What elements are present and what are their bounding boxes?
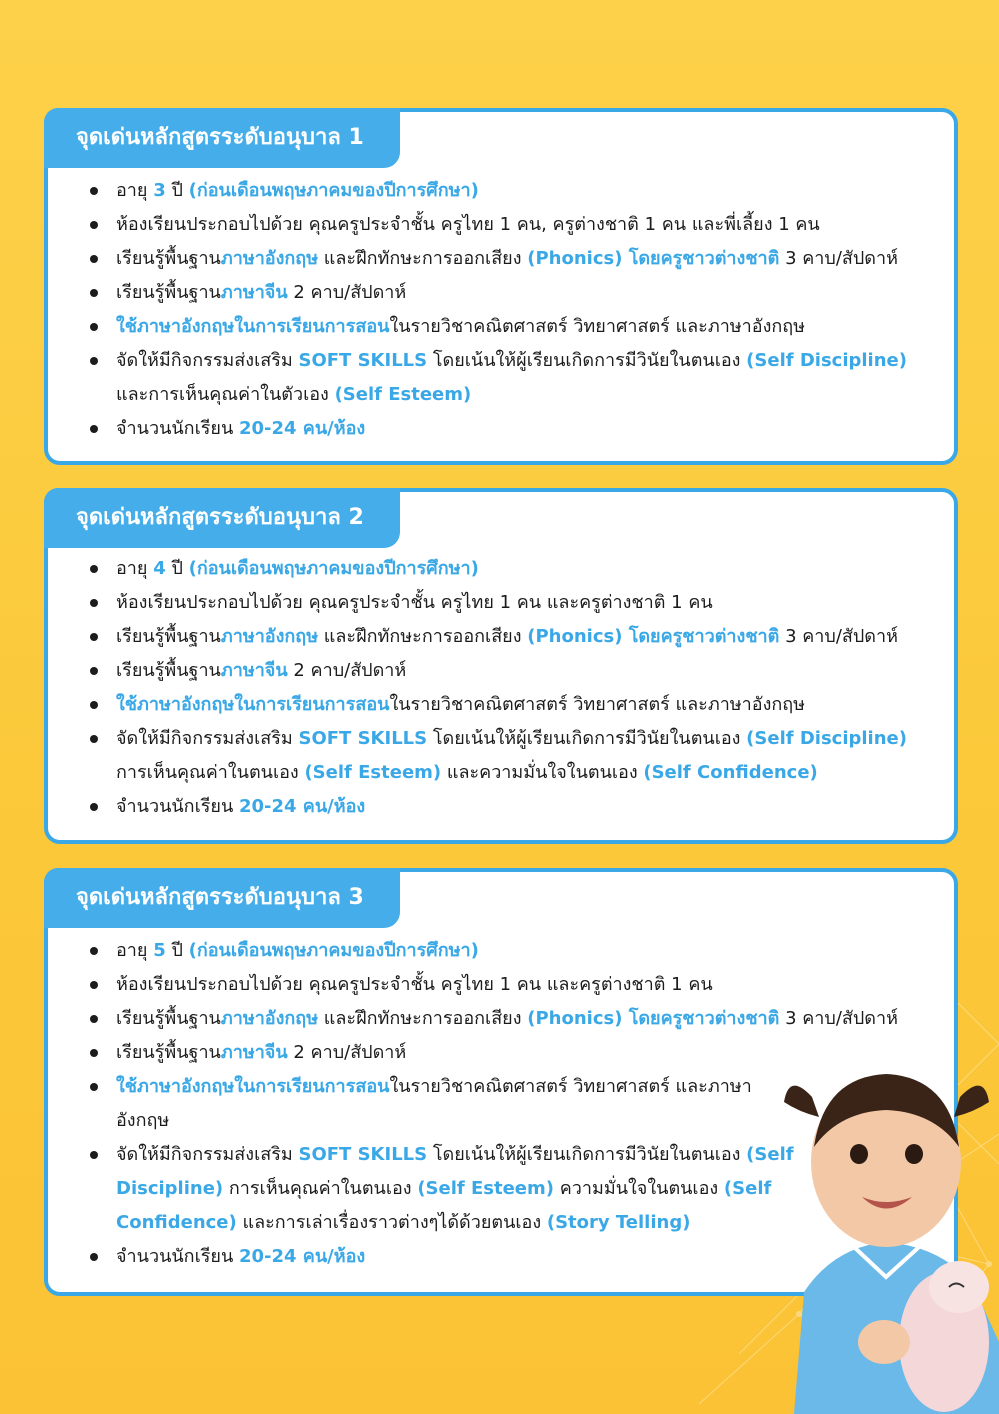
item-text: จัดให้มีกิจกรรมส่งเสริม bbox=[116, 350, 299, 371]
item-text: จำนวนนักเรียน bbox=[116, 1246, 239, 1267]
highlight-text: (Self Discipline) bbox=[746, 728, 907, 749]
highlight-text: (Self Esteem) bbox=[334, 384, 472, 405]
feature-item bbox=[86, 552, 934, 586]
feature-item bbox=[86, 1070, 804, 1138]
item-text: 2 คาบ/สัปดาห์ bbox=[287, 282, 407, 303]
feature-item bbox=[86, 722, 934, 790]
item-text: โดยเน้นให้ผู้เรียนเกิดการมีวินัยในตนเอง bbox=[427, 1144, 747, 1165]
item-text: ความมั่นใจในตนเอง bbox=[554, 1178, 724, 1199]
feature-item bbox=[86, 1036, 804, 1070]
feature-item bbox=[86, 1002, 898, 1036]
section-title: จุดเด่นหลักสูตรระดับอนุบาล 2 bbox=[44, 488, 400, 548]
item-text: และความมั่นใจในตนเอง bbox=[441, 762, 644, 783]
item-text: ห้องเรียนประกอบไปด้วย คุณครูประจำชั้น ครูไทย 1 คน, ครูต่างชาติ 1 คน และพี่เลี้ยง 1 คน bbox=[116, 214, 820, 235]
item-text: โดยเน้นให้ผู้เรียนเกิดการมีวินัยในตนเอง bbox=[427, 728, 747, 749]
item-text: 3 คาบ/สัปดาห์ bbox=[779, 1008, 898, 1029]
highlight-text: SOFT SKILLS bbox=[298, 728, 428, 749]
item-text: การเห็นคุณค่าในตนเอง bbox=[116, 762, 305, 783]
item-text: 2 คาบ/สัปดาห์ bbox=[287, 1042, 407, 1063]
highlight-text: (Story Telling) bbox=[546, 1212, 691, 1233]
highlight-text: (Self Discipline) bbox=[746, 350, 907, 371]
item-text: อายุ bbox=[116, 940, 154, 961]
item-text: การเห็นคุณค่าในตนเอง bbox=[223, 1178, 418, 1199]
item-text: 3 คาบ/สัปดาห์ bbox=[779, 248, 898, 269]
item-text: เรียนรู้พื้นฐาน bbox=[116, 660, 221, 681]
item-text: จัดให้มีกิจกรรมส่งเสริม bbox=[116, 728, 299, 749]
highlight-text: ภาษาจีน bbox=[220, 660, 288, 681]
feature-list bbox=[86, 934, 898, 1274]
highlight-text: (Self Confidence) bbox=[116, 1178, 772, 1233]
highlight-text: (ก่อนเดือนพฤษภาคมของปีการศึกษา) bbox=[188, 940, 479, 961]
item-text: ในรายวิชาคณิตศาสตร์ วิทยาศาสตร์ และภาษาอังกฤษ bbox=[389, 316, 806, 337]
item-text: 2 คาบ/สัปดาห์ bbox=[287, 660, 407, 681]
item-text: และฝึกทักษะการออกเสียง bbox=[318, 248, 528, 269]
item-text: ห้องเรียนประกอบไปด้วย คุณครูประจำชั้น ครูไทย 1 คน และครูต่างชาติ 1 คน bbox=[116, 592, 713, 613]
highlight-text: ใช้ภาษาอังกฤษในการเรียนการสอน bbox=[116, 316, 390, 337]
item-text: และการเล่าเรื่องราวต่างๆได้ด้วยตนเอง bbox=[236, 1212, 547, 1233]
item-text: ปี bbox=[165, 558, 189, 579]
highlight-text: 20-24 คน/ห้อง bbox=[238, 1246, 366, 1267]
highlight-text: (Phonics) โดยครูชาวต่างชาติ bbox=[527, 1008, 780, 1029]
highlight-text: (Phonics) โดยครูชาวต่างชาติ bbox=[527, 248, 780, 269]
item-text: จำนวนนักเรียน bbox=[116, 418, 239, 439]
highlight-text: ใช้ภาษาอังกฤษในการเรียนการสอน bbox=[116, 1076, 390, 1097]
highlight-text: (Self Discipline) bbox=[116, 1144, 794, 1199]
item-text: ห้องเรียนประกอบไปด้วย คุณครูประจำชั้น ครูไทย 1 คน และครูต่างชาติ 1 คน bbox=[116, 974, 713, 995]
highlight-text: (ก่อนเดือนพฤษภาคมของปีการศึกษา) bbox=[188, 180, 479, 201]
highlight-text: ภาษาอังกฤษ bbox=[220, 1008, 319, 1029]
feature-item bbox=[86, 688, 934, 722]
item-text: จัดให้มีกิจกรรมส่งเสริม bbox=[116, 1144, 299, 1165]
feature-item bbox=[86, 1240, 804, 1274]
item-text: และฝึกทักษะการออกเสียง bbox=[318, 626, 528, 647]
item-text: และการเห็นคุณค่าในตัวเอง bbox=[116, 384, 335, 405]
highlight-text: 4 bbox=[153, 558, 166, 579]
highlight-text: 5 bbox=[153, 940, 166, 961]
highlight-text: 3 bbox=[153, 180, 166, 201]
item-text: อายุ bbox=[116, 558, 154, 579]
feature-item bbox=[86, 586, 934, 620]
item-text: อายุ bbox=[116, 180, 154, 201]
highlight-text: ภาษาอังกฤษ bbox=[220, 248, 319, 269]
item-text: ปี bbox=[165, 940, 189, 961]
item-text: เรียนรู้พื้นฐาน bbox=[116, 1042, 221, 1063]
highlight-text: (Phonics) โดยครูชาวต่างชาติ bbox=[527, 626, 780, 647]
child-photo bbox=[774, 1042, 999, 1414]
highlight-text: 20-24 คน/ห้อง bbox=[238, 796, 366, 817]
highlight-text: 20-24 คน/ห้อง bbox=[238, 418, 366, 439]
highlight-text: ภาษาจีน bbox=[220, 1042, 288, 1063]
highlight-text: (Self Esteem) bbox=[417, 1178, 554, 1199]
feature-item bbox=[86, 620, 934, 654]
feature-item bbox=[86, 934, 804, 968]
item-text: จำนวนนักเรียน bbox=[116, 796, 239, 817]
highlight-text: ใช้ภาษาอังกฤษในการเรียนการสอน bbox=[116, 694, 390, 715]
item-text: เรียนรู้พื้นฐาน bbox=[116, 626, 221, 647]
section-title: จุดเด่นหลักสูตรระดับอนุบาล 1 bbox=[44, 108, 400, 168]
item-text: ในรายวิชาคณิตศาสตร์ วิทยาศาสตร์ และภาษาอังกฤษ bbox=[116, 1076, 752, 1131]
feature-item bbox=[86, 344, 934, 412]
feature-item bbox=[86, 1138, 804, 1240]
feature-item bbox=[86, 276, 934, 310]
highlight-text: (Self Esteem) bbox=[304, 762, 442, 783]
feature-item bbox=[86, 790, 934, 824]
feature-item bbox=[86, 310, 934, 344]
feature-list bbox=[86, 552, 934, 824]
item-text: 3 คาบ/สัปดาห์ bbox=[779, 626, 898, 647]
feature-item bbox=[86, 412, 934, 446]
item-text: เรียนรู้พื้นฐาน bbox=[116, 248, 221, 269]
highlight-text: SOFT SKILLS bbox=[298, 1144, 428, 1165]
highlight-text: ภาษาอังกฤษ bbox=[220, 626, 319, 647]
section-kindergarten-2 bbox=[44, 488, 958, 844]
item-text: เรียนรู้พื้นฐาน bbox=[116, 1008, 221, 1029]
item-text: เรียนรู้พื้นฐาน bbox=[116, 282, 221, 303]
highlight-text: (ก่อนเดือนพฤษภาคมของปีการศึกษา) bbox=[188, 558, 479, 579]
feature-item bbox=[86, 242, 934, 276]
feature-item bbox=[86, 208, 934, 242]
feature-item bbox=[86, 968, 804, 1002]
feature-item bbox=[86, 654, 934, 688]
highlight-text: (Self Confidence) bbox=[643, 762, 818, 783]
item-text: และฝึกทักษะการออกเสียง bbox=[318, 1008, 528, 1029]
highlight-text: ภาษาจีน bbox=[220, 282, 288, 303]
item-text: ในรายวิชาคณิตศาสตร์ วิทยาศาสตร์ และภาษาอังกฤษ bbox=[389, 694, 806, 715]
section-title: จุดเด่นหลักสูตรระดับอนุบาล 3 bbox=[44, 868, 400, 928]
highlight-text: SOFT SKILLS bbox=[298, 350, 428, 371]
section-kindergarten-1 bbox=[44, 108, 958, 465]
item-text: โดยเน้นให้ผู้เรียนเกิดการมีวินัยในตนเอง bbox=[427, 350, 747, 371]
feature-list bbox=[86, 174, 934, 446]
feature-item bbox=[86, 174, 934, 208]
item-text: ปี bbox=[165, 180, 189, 201]
